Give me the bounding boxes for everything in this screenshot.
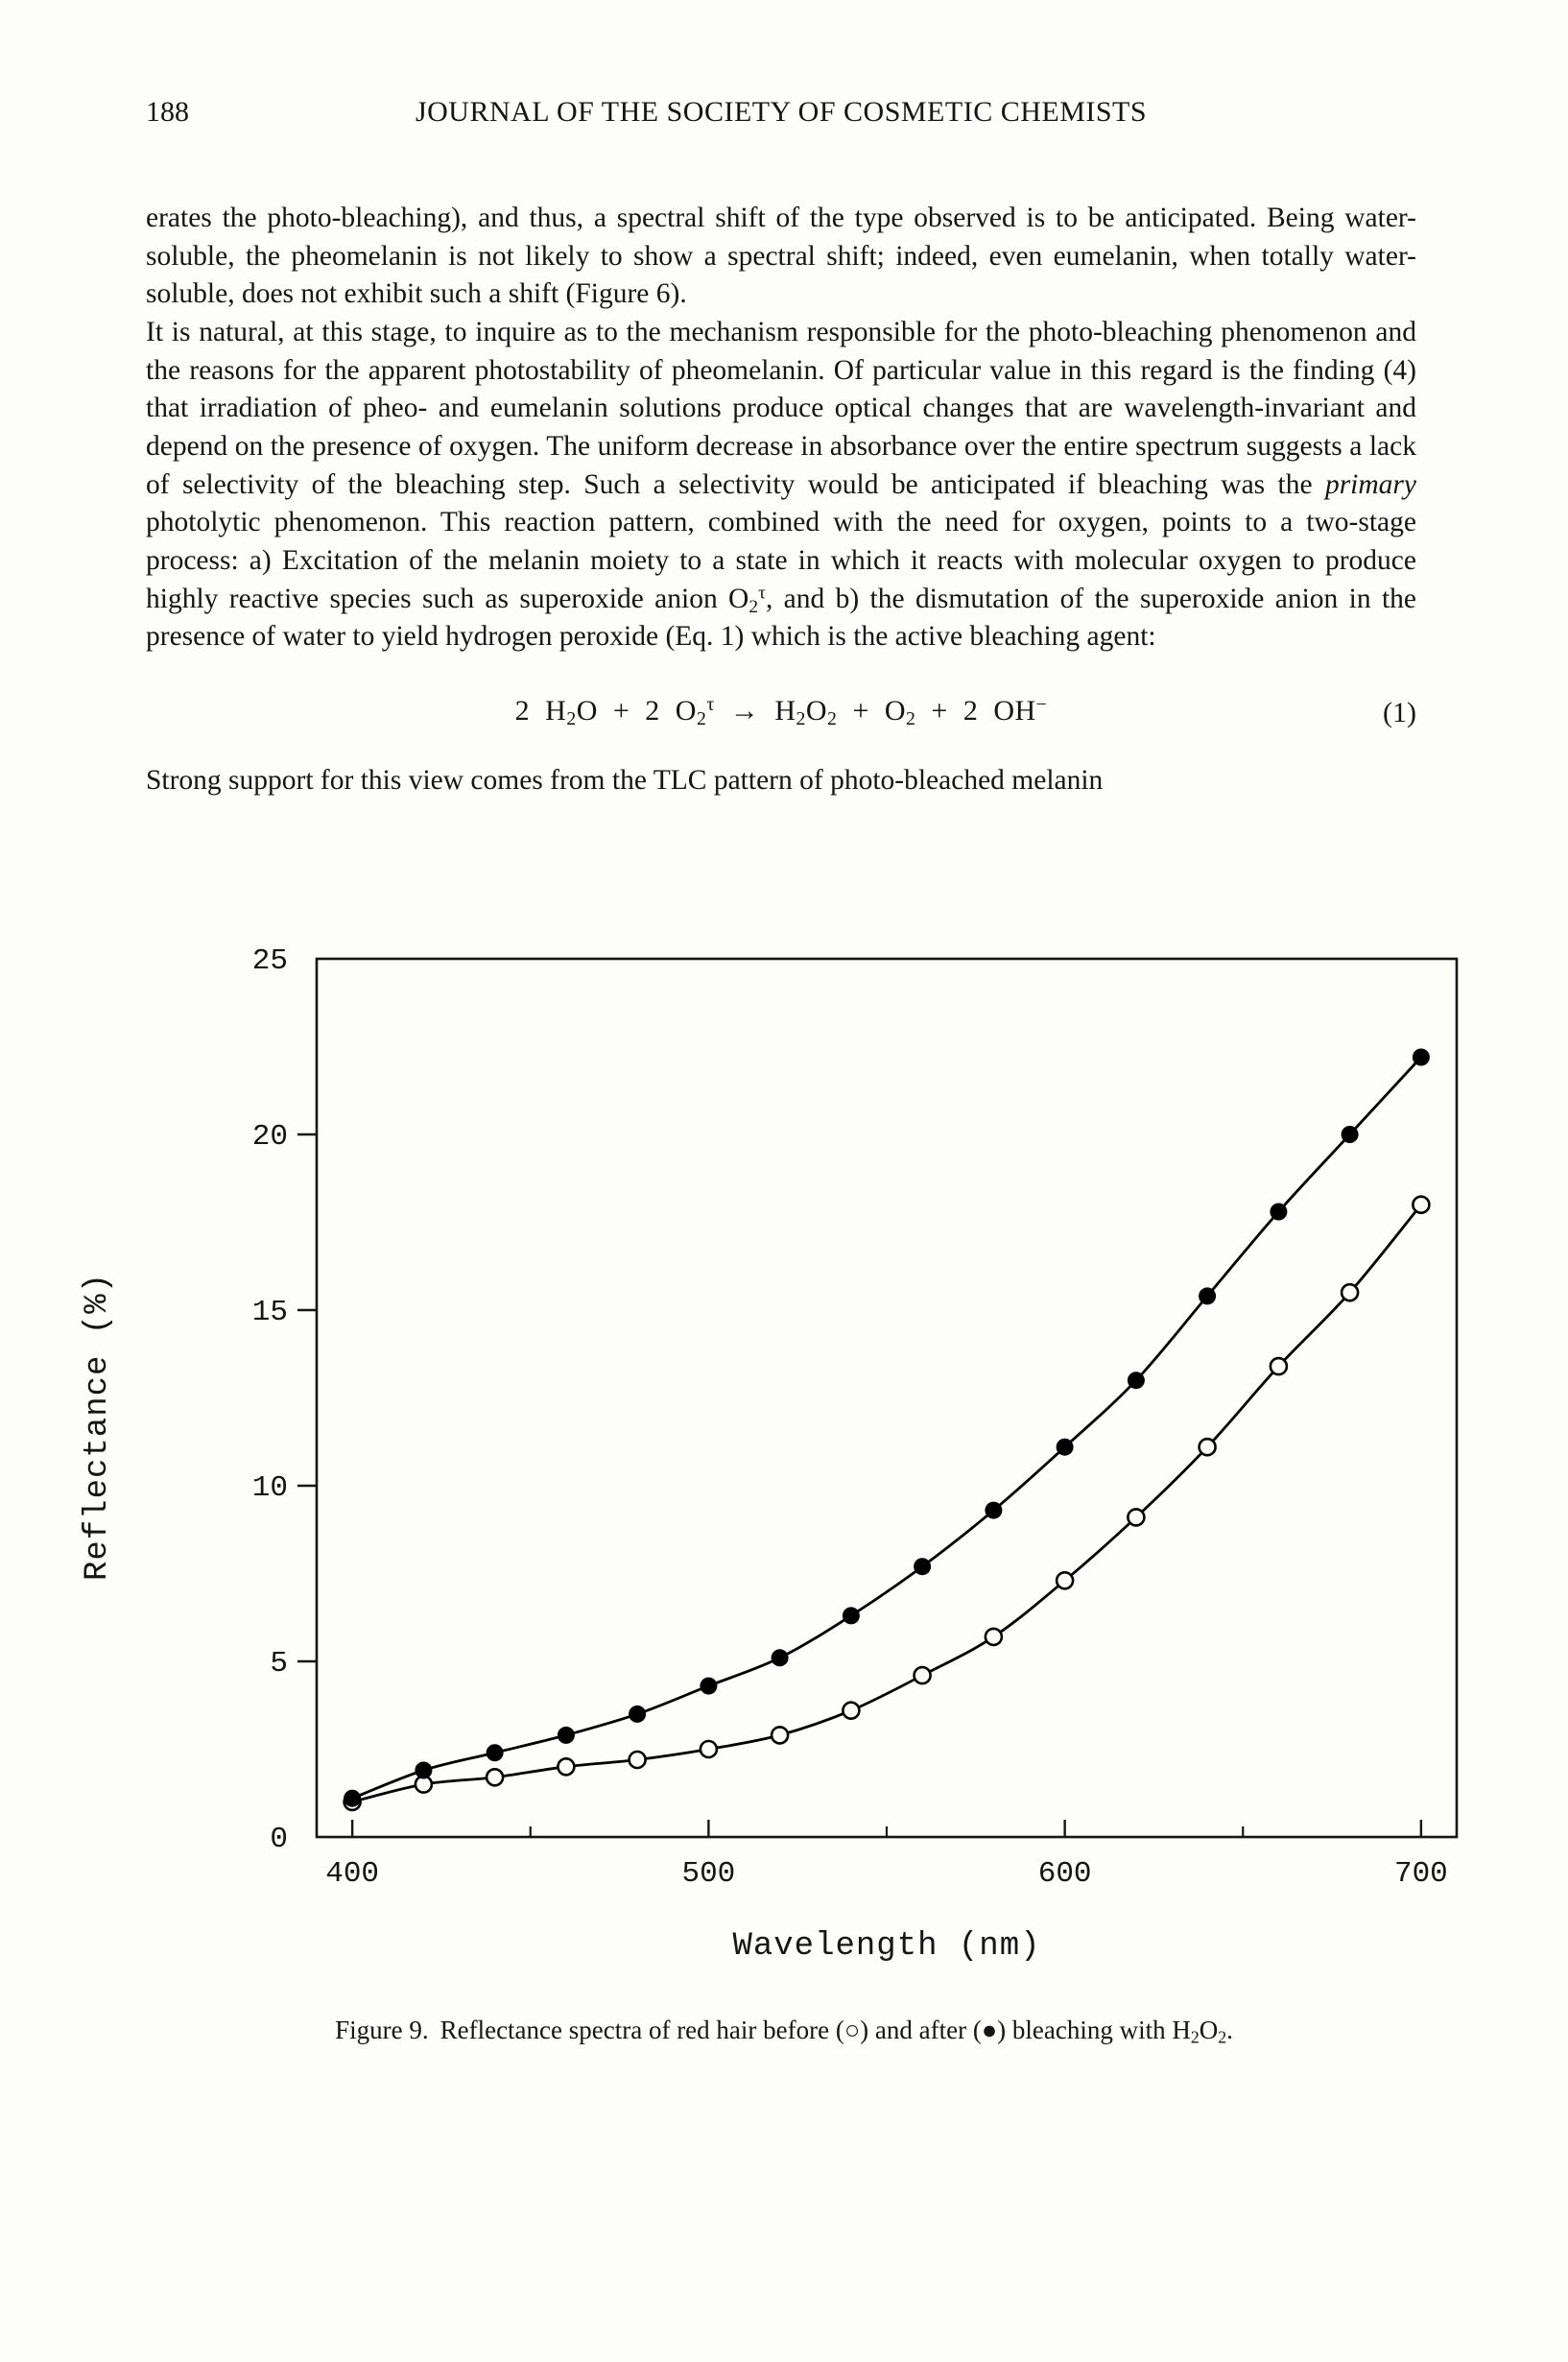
open-circle-marker <box>630 1752 646 1768</box>
filled-circle-marker <box>914 1558 931 1575</box>
x-axis-title: Wavelength (nm) <box>732 1927 1041 1965</box>
open-circle-marker <box>772 1727 788 1743</box>
filled-circle-marker <box>985 1501 1002 1518</box>
filled-circle-marker <box>1270 1203 1287 1220</box>
series-line <box>352 1205 1421 1801</box>
y-tick-label: 5 <box>270 1646 288 1681</box>
open-circle-marker <box>1271 1358 1287 1374</box>
page-header <box>146 96 1416 129</box>
y-tick-label: 10 <box>251 1470 288 1505</box>
y-tick-label: 15 <box>251 1295 288 1329</box>
y-tick-label: 0 <box>270 1822 288 1856</box>
x-tick-label: 700 <box>1393 1856 1448 1891</box>
open-circle-marker <box>1057 1572 1073 1588</box>
filled-circle-marker <box>415 1761 432 1778</box>
open-circle-marker <box>1342 1284 1358 1300</box>
article-body <box>146 200 1416 800</box>
plot-frame <box>317 959 1457 1837</box>
filled-circle-marker <box>772 1649 789 1666</box>
filled-circle-marker <box>1128 1372 1145 1389</box>
series-line <box>352 1057 1421 1798</box>
series-open-circle <box>344 1196 1430 1809</box>
figure-9 <box>0 887 1568 2045</box>
filled-circle-marker <box>843 1607 860 1624</box>
y-tick-label: 25 <box>251 943 288 978</box>
filled-circle-marker <box>487 1744 504 1761</box>
y-axis-title: Reflectance (%) <box>80 1272 116 1581</box>
reflectance-chart <box>0 887 1568 1971</box>
paragraph-1: erates the photo-bleaching), and thus, a spectral shift of the type observed is to be anticipated. Being water-soluble, the pheomelanin is not likely to show a spectral shift; indeed, even eumelanin, when totally water-soluble, does not exhibit such a shift (Figure 6). <box>146 203 1416 310</box>
open-circle-marker <box>1200 1439 1216 1455</box>
y-tick-label: 20 <box>251 1119 288 1154</box>
open-circle-marker <box>915 1667 931 1683</box>
filled-circle-marker <box>344 1789 361 1806</box>
open-circle-marker <box>701 1741 717 1757</box>
figure-caption-label: Figure 9. <box>335 2015 429 2044</box>
x-tick-label: 500 <box>681 1856 736 1891</box>
filled-circle-marker <box>629 1706 646 1723</box>
open-circle-marker <box>487 1769 503 1785</box>
filled-circle-marker <box>1342 1126 1359 1143</box>
open-circle-marker <box>986 1629 1002 1645</box>
figure-caption-text: Reflectance spectra of red hair before (○) and after (●) bleaching with $H_2O_2$. <box>440 2015 1233 2047</box>
filled-circle-marker <box>1057 1438 1074 1455</box>
open-circle-marker <box>1413 1196 1429 1212</box>
paragraph-2: It is natural, at this stage, to inquire as to the mechanism responsible for the photo-bleaching phenomenon and the reasons for the apparent photostability of pheomelanin. Of particular value in this regard is the finding (4) that irradiation of pheo- and eumelanin solutions produce optical changes that are wavelength-invariant and depend on the presence of oxygen. The uniform decrease in absorbance over the entire spectrum suggests a lack of selectivity of the bleaching step. Such a selectivity would be anticipated if bleaching was the primary photolytic phenomenon. This reaction pattern, combined with the need for oxygen, points to a two-stage process: a) Excitation of the melanin moiety to a state in which it reacts with molecular oxygen to produce highly reactive species such as superoxide anion $O_2^\tau$, and b) the dismutation of the superoxide anion in the presence of water to yield hydrogen peroxide (Eq. 1) which is the active bleaching agent: <box>146 317 1416 653</box>
open-circle-marker <box>1128 1509 1144 1525</box>
page-number: 188 <box>146 96 189 128</box>
filled-circle-marker <box>558 1727 575 1744</box>
figure-caption <box>0 2016 1568 2045</box>
filled-circle-marker <box>1199 1287 1216 1304</box>
equation-row <box>146 695 1416 728</box>
equation-1: 2 $H_2O + 2$ $O_2^\tau \to H_2O_2 + O_2 + 2$ OH− <box>514 694 1048 729</box>
journal-title: JOURNAL OF THE SOCIETY OF COSMETIC CHEMISTS <box>415 96 1148 128</box>
open-circle-marker <box>558 1758 574 1775</box>
x-tick-label: 600 <box>1037 1856 1092 1891</box>
x-tick-label: 400 <box>325 1856 380 1891</box>
paragraph-3: Strong support for this view comes from the TLC pattern of photo-bleached melanin <box>146 765 1104 797</box>
filled-circle-marker <box>700 1677 717 1694</box>
filled-circle-marker <box>1413 1048 1430 1065</box>
equation-number: (1) <box>1383 697 1416 729</box>
open-circle-marker <box>843 1702 859 1718</box>
